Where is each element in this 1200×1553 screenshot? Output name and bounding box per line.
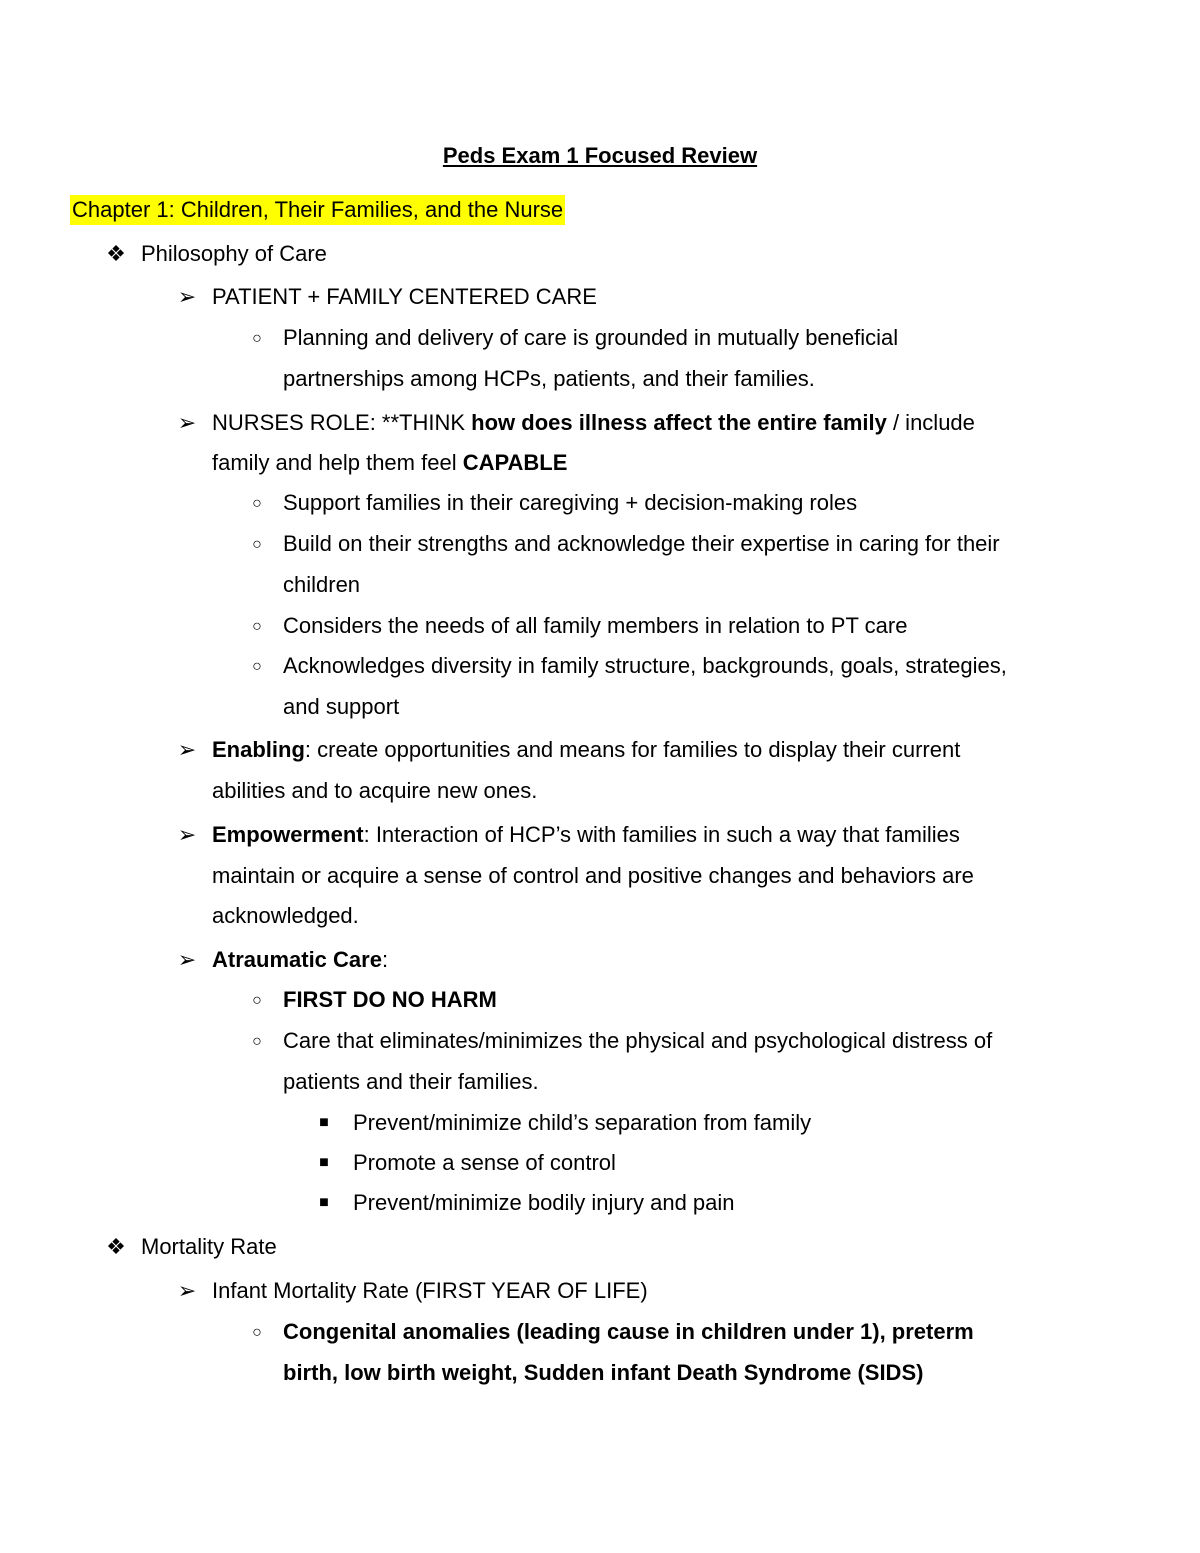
- circle-bullet-icon: ○: [252, 330, 262, 347]
- enabling-line2: abilities and to acquire new ones.: [212, 778, 538, 803]
- circle-bullet-icon: ○: [252, 1033, 262, 1050]
- square-bullet-icon: ■: [319, 1154, 329, 1171]
- arrow-bullet-icon: ➢: [177, 284, 197, 309]
- circle-bullet-icon: ○: [252, 536, 262, 553]
- first-do-no-harm: FIRST DO NO HARM: [283, 987, 497, 1012]
- pfcc-point-line1: Planning and delivery of care is grounded in mutually beneficial: [283, 325, 899, 350]
- pfcc-point-line2: partnerships among HCPs, patients, and their families.: [283, 366, 815, 391]
- enabling-line1: Enabling: create opportunities and means for families to display their current: [212, 737, 961, 762]
- circle-bullet-icon: ○: [252, 1324, 262, 1341]
- circle-bullet-icon: ○: [252, 495, 262, 512]
- circle-bullet-icon: ○: [252, 992, 262, 1009]
- nurses-role-point: Acknowledges diversity in family structure, backgrounds, goals, strategies,: [283, 653, 1007, 678]
- nurses-role-point: Support families in their caregiving + decision-making roles: [283, 490, 858, 515]
- atraumatic-care-line2: patients and their families.: [283, 1069, 539, 1094]
- page-title: Peds Exam 1 Focused Review: [442, 143, 758, 168]
- atraumatic-subpoint: Prevent/minimize bodily injury and pain: [353, 1190, 735, 1215]
- atraumatic-subpoint: Prevent/minimize child’s separation from family: [353, 1110, 812, 1135]
- infant-mortality-causes-line1: Congenital anomalies (leading cause in children under 1), preterm: [283, 1319, 974, 1344]
- atraumatic-care-label: Atraumatic Care:: [212, 947, 389, 972]
- nurses-role-point: Build on their strengths and acknowledge their expertise in caring for their: [283, 531, 1000, 556]
- chapter-heading: Chapter 1: Children, Their Families, and the Nurse: [70, 195, 565, 225]
- circle-bullet-icon: ○: [252, 618, 262, 635]
- square-bullet-icon: ■: [319, 1114, 329, 1131]
- square-bullet-icon: ■: [319, 1194, 329, 1211]
- diamond-bullet-icon: ❖: [106, 1234, 126, 1259]
- nurses-role-line2: family and help them feel CAPABLE: [212, 450, 568, 475]
- arrow-bullet-icon: ➢: [177, 1278, 197, 1303]
- pfcc-label: PATIENT + FAMILY CENTERED CARE: [212, 284, 597, 309]
- empowerment-line1: Empowerment: Interaction of HCP’s with families in such a way that families: [212, 822, 960, 847]
- infant-mortality-label: Infant Mortality Rate (FIRST YEAR OF LIFE): [212, 1278, 648, 1303]
- arrow-bullet-icon: ➢: [177, 737, 197, 762]
- arrow-bullet-icon: ➢: [177, 822, 197, 847]
- section-heading-mortality: Mortality Rate: [141, 1234, 277, 1259]
- atraumatic-care-line1: Care that eliminates/minimizes the physical and psychological distress of: [283, 1028, 993, 1053]
- nurses-role-point-cont: and support: [283, 694, 400, 719]
- empowerment-line3: acknowledged.: [212, 903, 359, 928]
- atraumatic-subpoint: Promote a sense of control: [353, 1150, 616, 1175]
- empowerment-line2: maintain or acquire a sense of control and positive changes and behaviors are: [212, 863, 974, 888]
- section-heading-philosophy: Philosophy of Care: [141, 241, 327, 266]
- nurses-role-point-cont: children: [283, 572, 361, 597]
- arrow-bullet-icon: ➢: [177, 947, 197, 972]
- diamond-bullet-icon: ❖: [106, 241, 126, 266]
- arrow-bullet-icon: ➢: [177, 410, 197, 435]
- circle-bullet-icon: ○: [252, 658, 262, 675]
- infant-mortality-causes-line2: birth, low birth weight, Sudden infant Death Syndrome (SIDS): [283, 1360, 924, 1385]
- nurses-role-point: Considers the needs of all family members in relation to PT care: [283, 613, 908, 638]
- nurses-role-line1: NURSES ROLE: **THINK how does illness affect the entire family / include: [212, 410, 975, 435]
